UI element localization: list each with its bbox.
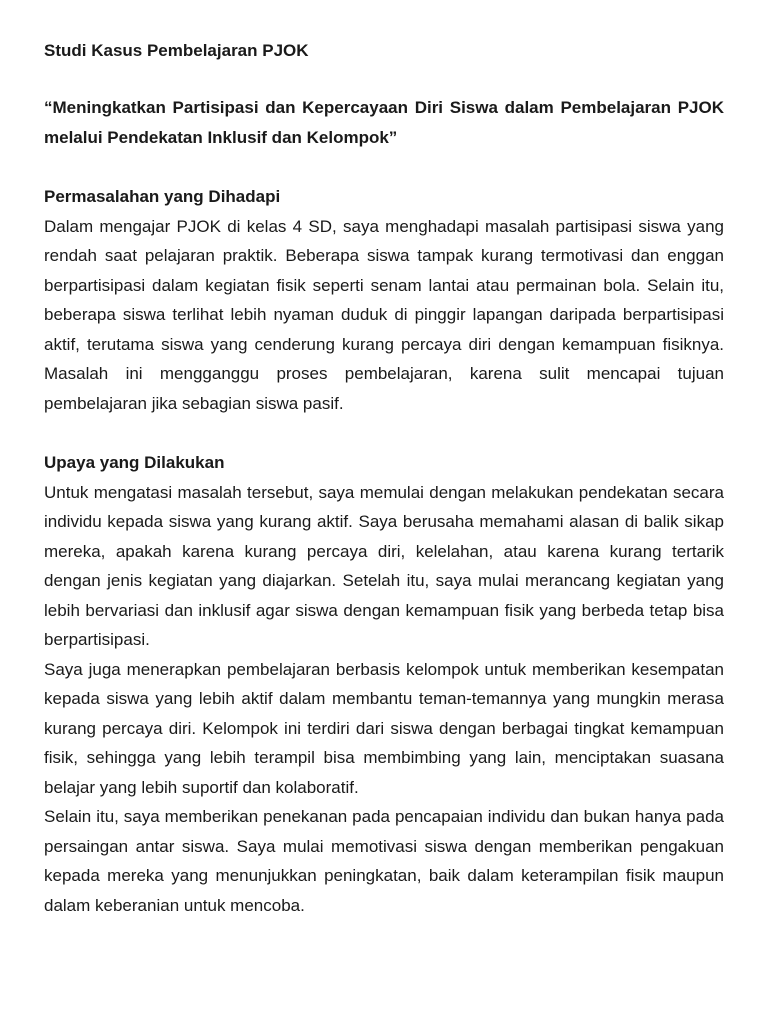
- section-heading: Upaya yang Dilakukan: [44, 453, 225, 472]
- document-page: [44, 39, 724, 920]
- section-paragraph: Selain itu, saya memberikan penekanan pada pencapaian individu dan bukan hanya pada persaingan antar siswa. Saya mulai memotivasi siswa dengan memberikan pengakuan kepada mereka yang menunjukkan peningkatan, baik dalam keterampilan fisik maupun dalam keberanian untuk mencoba.: [44, 807, 724, 915]
- section-heading: Permasalahan yang Dihadapi: [44, 187, 281, 206]
- section-paragraph: Saya juga menerapkan pembelajaran berbasis kelompok untuk memberikan kesempatan kepada siswa yang lebih aktif dalam membantu teman-temannya yang mungkin merasa kurang percaya diri. Kelompok ini terdiri dari siswa dengan berbagai tingkat kemampuan fisik, sehingga yang lebih terampil bisa membimbing yang lain, menciptakan suasana belajar yang lebih suportif dan kolaboratif.: [44, 659, 724, 797]
- document-title: Studi Kasus Pembelajaran PJOK: [44, 41, 309, 60]
- section-paragraph: Untuk mengatasi masalah tersebut, saya memulai dengan melakukan pendekatan secara individu kepada siswa yang kurang aktif. Saya berusaha memahami alasan di balik sikap mereka, apakah karena kurang percaya diri, kelelahan, atau karena kurang tertarik dengan jenis kegiatan yang diajarkan. Setelah itu, saya mulai merancang kegiatan yang lebih bervariasi dan inklusif agar siswa dengan kemampuan fisik yang berbeda tetap bisa berpartisipasi.: [44, 482, 724, 649]
- section-paragraph: Dalam mengajar PJOK di kelas 4 SD, saya menghadapi masalah partisipasi siswa yang rendah saat pelajaran praktik. Beberapa siswa tampak kurang termotivasi dan enggan berpartisipasi dalam kegiatan fisik seperti senam lantai atau permainan bola. Selain itu, beberapa siswa terlihat lebih nyaman duduk di pinggir lapangan daripada berpartisipasi aktif, terutama siswa yang cenderung kurang percaya diri dengan kemampuan fisiknya. Masalah ini mengganggu proses pembelajaran, karena sulit mencapai tujuan pembelajaran jika sebagian siswa pasif.: [44, 216, 724, 413]
- section-efforts: [44, 448, 724, 920]
- section-problems: [44, 182, 724, 418]
- document-subtitle: “Meningkatkan Partisipasi dan Kepercayaan Diri Siswa dalam Pembelajaran PJOK melalui Pendekatan Inklusif dan Kelompok”: [44, 98, 724, 147]
